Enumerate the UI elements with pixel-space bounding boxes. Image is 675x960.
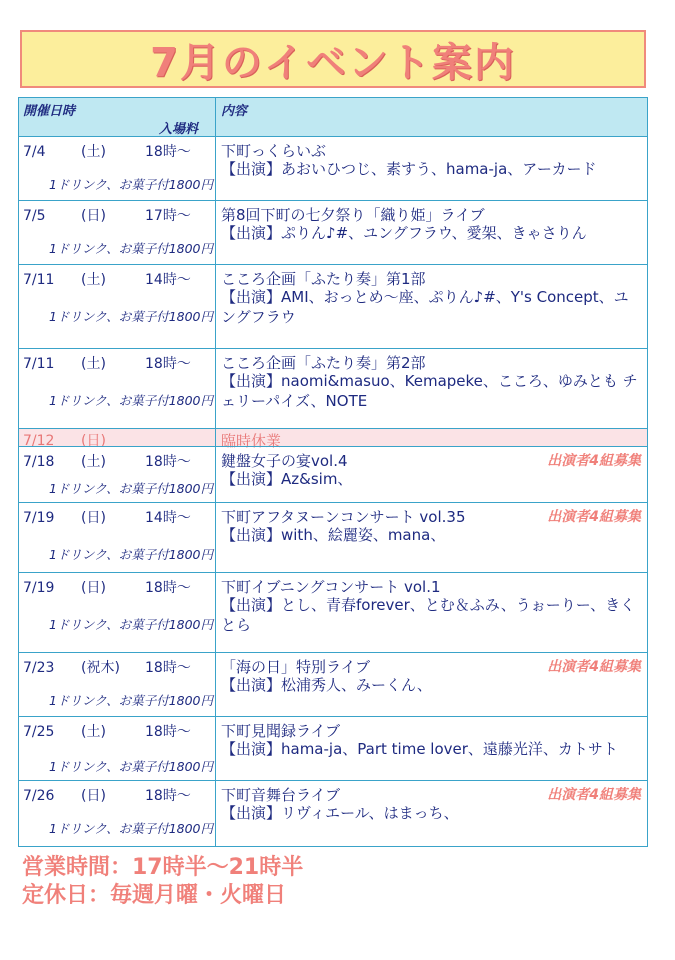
event-row — [19, 200, 647, 264]
event-time: 14時～ — [145, 272, 191, 288]
event-date: 7/4 — [23, 144, 46, 160]
event-row — [19, 780, 647, 846]
event-time: 18時～ — [145, 660, 191, 676]
event-title: こころ企画「ふたり奏」第1部 — [221, 270, 426, 288]
event-performers: 【出演】リヴィエール、はまっち、 — [221, 804, 459, 822]
event-time: 14時～ — [145, 510, 191, 526]
event-fee: 1ドリンク、お菓子付1800円 — [48, 241, 213, 256]
event-fee: 1ドリンク、お菓子付1800円 — [48, 547, 213, 562]
event-title: 下町っくらいぶ — [221, 142, 327, 160]
event-row — [19, 136, 647, 200]
event-day: (土) — [81, 272, 106, 288]
event-fee: 1ドリンク、お菓子付1800円 — [48, 309, 213, 324]
event-time: 18時～ — [145, 788, 191, 804]
event-performers: 【出演】with、絵麗姿、mana、 — [221, 526, 446, 544]
event-day: (祝木) — [81, 660, 120, 676]
event-row — [19, 446, 647, 502]
event-day: (日) — [81, 788, 106, 804]
event-title: 下町音舞台ライブ — [221, 786, 341, 804]
recruit-badge: 出演者4組募集 — [547, 659, 641, 675]
event-date: 7/26 — [23, 788, 55, 804]
event-datetime — [23, 269, 213, 289]
event-row — [19, 652, 647, 716]
event-date: 7/12 — [23, 433, 55, 449]
event-row — [19, 264, 647, 348]
business-hours: 営業時間：17時半～21時半 — [22, 855, 304, 880]
event-performers: 【出演】naomi&masuo、Kemapeke、こころ、ゆみとも チェリーパイズ、NOTE — [221, 372, 638, 410]
event-day: (日) — [81, 580, 106, 596]
event-datetime — [23, 721, 213, 741]
event-title: 下町イブニングコンサート vol.1 — [221, 578, 441, 596]
event-day: (土) — [81, 144, 106, 160]
event-date: 7/19 — [23, 580, 55, 596]
event-performers: 【出演】hama-ja、Part time lover、遠藤光洋、カトサト — [221, 740, 618, 758]
event-title: 下町見聞録ライブ — [221, 722, 341, 740]
event-datetime — [23, 507, 213, 527]
event-date: 7/18 — [23, 454, 55, 470]
header-fee: 入場料 — [159, 122, 199, 137]
recruit-badge: 出演者4組募集 — [547, 453, 641, 469]
event-performers: 【出演】あおいひつじ、素すう、hama-ja、アーカード — [221, 160, 597, 178]
header-content: 内容 — [221, 104, 248, 119]
event-time: 18時～ — [145, 454, 191, 470]
event-date: 7/25 — [23, 724, 55, 740]
event-title: 下町アフタヌーンコンサート vol.35 — [221, 508, 466, 526]
event-fee: 1ドリンク、お菓子付1800円 — [48, 481, 213, 496]
event-fee: 1ドリンク、お菓子付1800円 — [48, 759, 213, 774]
header-date: 開催日時 — [23, 104, 76, 119]
title-banner — [20, 30, 646, 88]
event-fee: 1ドリンク、お菓子付1800円 — [48, 393, 213, 408]
event-date: 7/5 — [23, 208, 46, 224]
event-date: 7/19 — [23, 510, 55, 526]
event-datetime — [23, 657, 213, 677]
event-title: 臨時休業 — [221, 432, 282, 450]
event-datetime — [23, 141, 213, 161]
event-fee: 1ドリンク、お菓子付1800円 — [48, 617, 213, 632]
recruit-badge: 出演者4組募集 — [547, 509, 641, 525]
event-performers: 【出演】AMI、おっとめ～座、ぷりん♪#、Y's Concept、ユングフラウ — [221, 288, 629, 326]
event-performers: 【出演】ぷりん♪#、ユングフラウ、愛架、きゃさりん — [221, 224, 587, 242]
event-datetime — [23, 785, 213, 805]
event-datetime — [23, 451, 213, 471]
event-fee: 1ドリンク、お菓子付1800円 — [48, 821, 213, 836]
event-row — [19, 502, 647, 572]
regular-holidays: 定休日：毎週月曜・火曜日 — [22, 883, 287, 908]
event-time: 18時～ — [145, 144, 191, 160]
event-day: (土) — [81, 356, 106, 372]
event-date: 7/11 — [23, 356, 55, 372]
event-table — [18, 97, 648, 847]
event-datetime — [23, 353, 213, 373]
event-performers: 【出演】とし、青春forever、とむ＆ふみ、うぉーりー、きくとら — [221, 596, 636, 634]
event-fee: 1ドリンク、お菓子付1800円 — [48, 693, 213, 708]
event-title: 第8回下町の七夕祭り「織り姫」ライブ — [221, 206, 485, 224]
event-row — [19, 572, 647, 652]
event-datetime — [23, 205, 213, 225]
event-date: 7/23 — [23, 660, 55, 676]
event-title: こころ企画「ふたり奏」第2部 — [221, 354, 426, 372]
event-datetime — [23, 577, 213, 597]
event-title: 鍵盤女子の宴vol.4 — [221, 452, 348, 470]
event-day: (日) — [81, 208, 106, 224]
event-title: 「海の日」特別ライブ — [221, 658, 371, 676]
recruit-badge: 出演者4組募集 — [547, 787, 641, 803]
table-header — [19, 98, 647, 136]
event-row — [19, 716, 647, 780]
event-date: 7/11 — [23, 272, 55, 288]
event-time: 17時～ — [145, 208, 191, 224]
event-day: (土) — [81, 724, 106, 740]
closed-row — [19, 428, 647, 450]
event-row — [19, 348, 647, 428]
event-performers: 【出演】Az&sim、 — [221, 470, 353, 488]
event-day: (日) — [81, 433, 106, 449]
event-day: (土) — [81, 454, 106, 470]
event-day: (日) — [81, 510, 106, 526]
event-time: 18時～ — [145, 356, 191, 372]
event-fee: 1ドリンク、お菓子付1800円 — [48, 177, 213, 192]
event-performers: 【出演】松浦秀人、みーくん、 — [221, 676, 432, 694]
page-title: 7月のイベント案内 — [150, 39, 516, 86]
event-time: 18時～ — [145, 580, 191, 596]
event-time: 18時～ — [145, 724, 191, 740]
